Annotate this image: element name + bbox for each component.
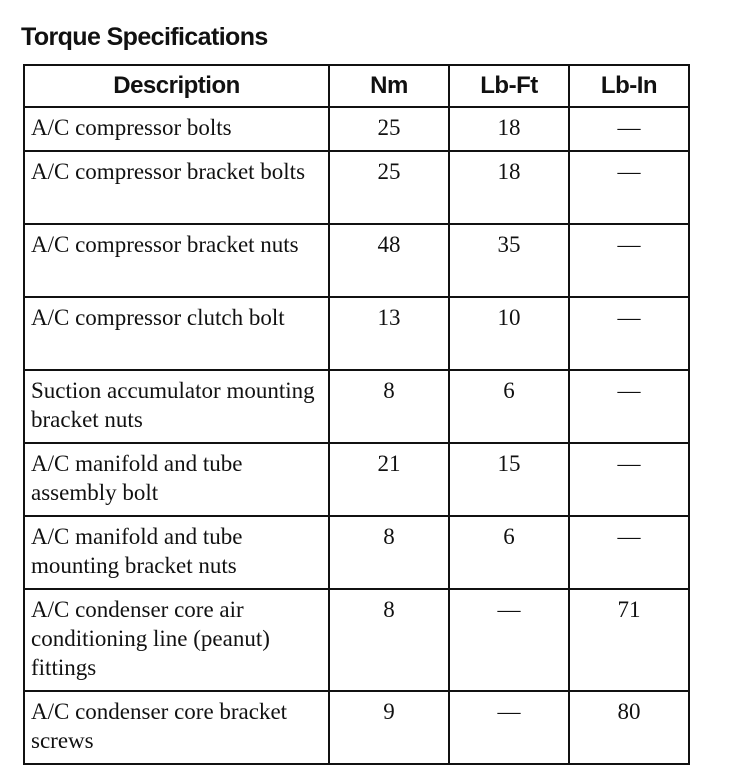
cell-nm: 8: [329, 370, 449, 443]
cell-lb-ft: 6: [449, 516, 569, 589]
table-row: [24, 589, 689, 691]
cell-description: A/C manifold and tube assembly bolt: [24, 443, 329, 516]
cell-description: A/C condenser core bracket screws: [24, 691, 329, 764]
cell-lb-ft: —: [449, 589, 569, 691]
cell-lb-in: —: [569, 516, 689, 589]
cell-lb-ft: 35: [449, 224, 569, 297]
cell-description: A/C condenser core air conditioning line (peanut) fittings: [24, 589, 329, 691]
cell-lb-ft: 6: [449, 370, 569, 443]
cell-description: A/C manifold and tube mounting bracket nuts: [24, 516, 329, 589]
table-row: [24, 297, 689, 370]
torque-spec-table: [23, 64, 690, 765]
cell-nm: 25: [329, 107, 449, 151]
cell-lb-in: —: [569, 297, 689, 370]
cell-lb-ft: —: [449, 691, 569, 764]
header-lb-in: Lb-In: [569, 65, 689, 107]
cell-lb-in: —: [569, 224, 689, 297]
table-row: [24, 516, 689, 589]
cell-nm: 13: [329, 297, 449, 370]
cell-description: A/C compressor clutch bolt: [24, 297, 329, 370]
page-title: Torque Specifications: [21, 23, 268, 51]
table-row: [24, 107, 689, 151]
cell-description: A/C compressor bracket bolts: [24, 151, 329, 224]
cell-lb-in: —: [569, 107, 689, 151]
table-row: [24, 691, 689, 764]
cell-lb-in: 80: [569, 691, 689, 764]
table-row: [24, 224, 689, 297]
cell-lb-ft: 18: [449, 107, 569, 151]
cell-nm: 21: [329, 443, 449, 516]
cell-lb-ft: 18: [449, 151, 569, 224]
cell-description: A/C compressor bracket nuts: [24, 224, 329, 297]
table-header-row: [24, 65, 689, 107]
header-nm: Nm: [329, 65, 449, 107]
cell-nm: 9: [329, 691, 449, 764]
cell-nm: 25: [329, 151, 449, 224]
header-description: Description: [24, 65, 329, 107]
cell-lb-in: 71: [569, 589, 689, 691]
cell-nm: 8: [329, 516, 449, 589]
cell-description: A/C compressor bolts: [24, 107, 329, 151]
table-row: [24, 370, 689, 443]
cell-description: Suction accumulator mounting bracket nuts: [24, 370, 329, 443]
cell-nm: 8: [329, 589, 449, 691]
cell-lb-in: —: [569, 443, 689, 516]
table-row: [24, 151, 689, 224]
cell-nm: 48: [329, 224, 449, 297]
header-lb-ft: Lb-Ft: [449, 65, 569, 107]
cell-lb-ft: 15: [449, 443, 569, 516]
cell-lb-in: —: [569, 370, 689, 443]
cell-lb-in: —: [569, 151, 689, 224]
cell-lb-ft: 10: [449, 297, 569, 370]
table-row: [24, 443, 689, 516]
